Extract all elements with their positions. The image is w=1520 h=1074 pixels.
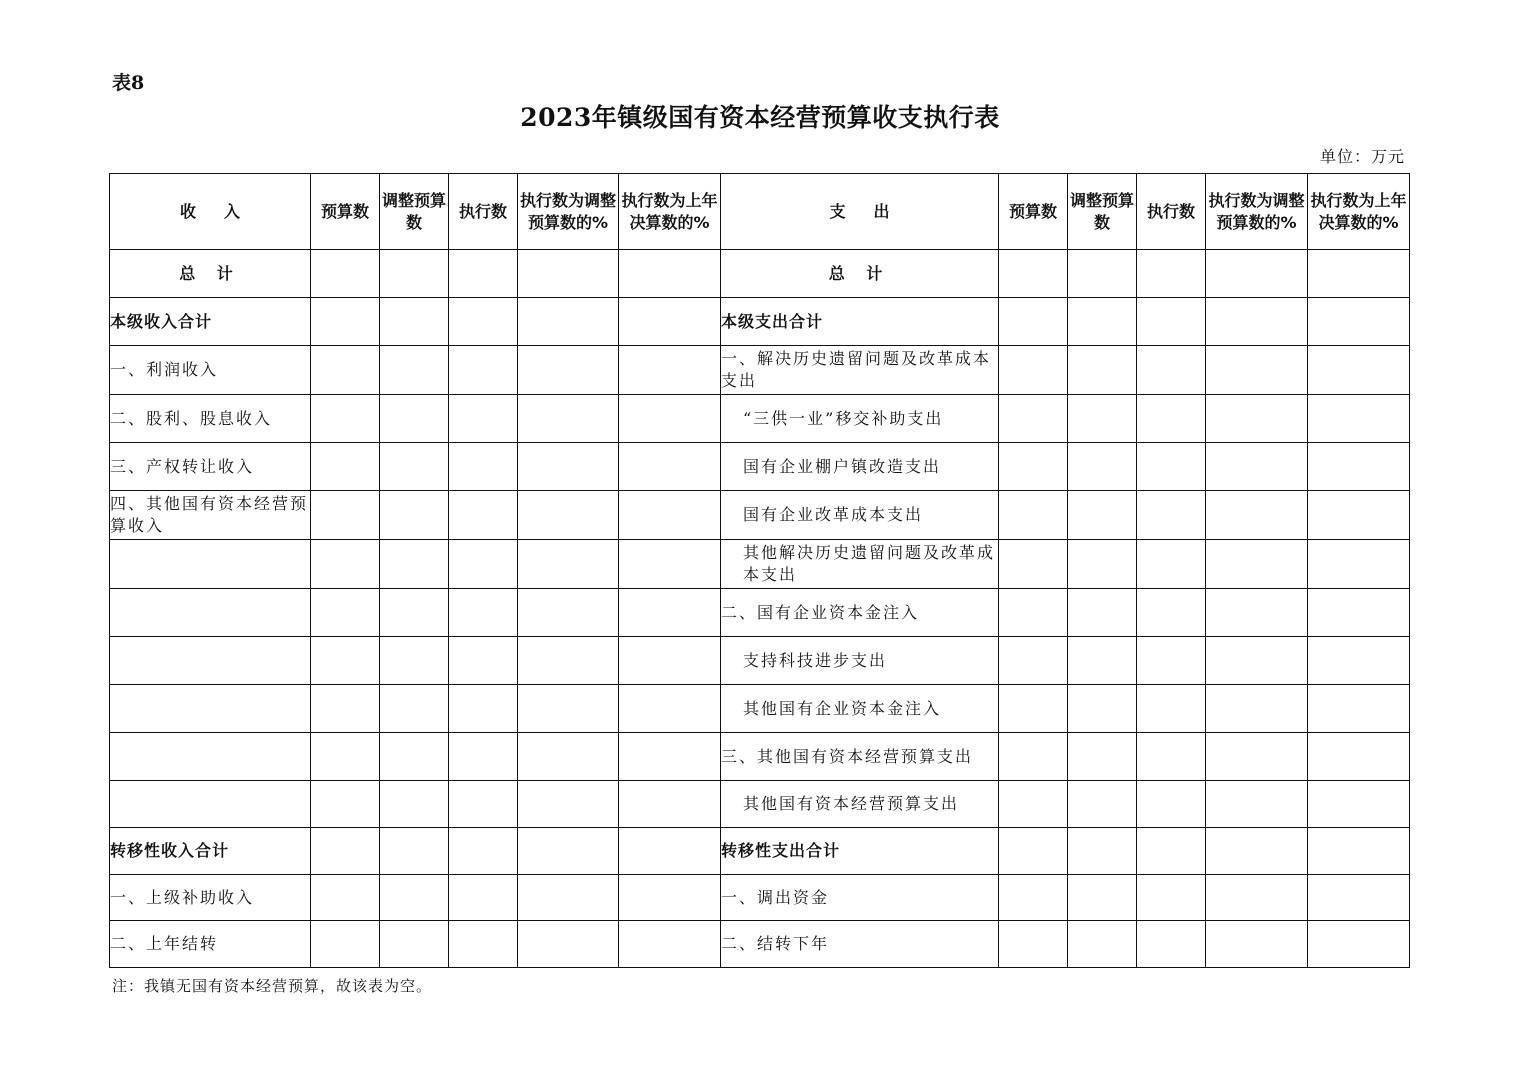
- expense-value-cell: [1068, 921, 1137, 968]
- income-value-cell: [619, 491, 721, 540]
- income-value-cell: [449, 875, 518, 921]
- expense-value-cell: [1137, 540, 1206, 589]
- income-value-cell: [619, 828, 721, 875]
- income-value-cell: [311, 733, 380, 781]
- income-value-cell: [619, 346, 721, 395]
- income-value-cell: [518, 540, 619, 589]
- expense-item-cell: 三、其他国有资本经营预算支出: [721, 733, 999, 781]
- income-value-cell: [311, 875, 380, 921]
- income-executed-header: 执行数: [449, 174, 518, 250]
- expense-value-cell: [1308, 589, 1410, 637]
- expense-value-cell: [999, 685, 1068, 733]
- income-value-cell: [518, 395, 619, 443]
- table-row: [110, 443, 1410, 491]
- expense-value-cell: [1137, 589, 1206, 637]
- income-value-cell: [619, 875, 721, 921]
- expense-item-cell: 其他解决历史遗留问题及改革成本支出: [721, 540, 999, 589]
- income-pct-prev-header: 执行数为上年决算数的%: [619, 174, 721, 250]
- income-item-cell: 二、股利、股息收入: [110, 395, 311, 443]
- expense-item-cell: 二、国有企业资本金注入: [721, 589, 999, 637]
- expense-value-cell: [1137, 733, 1206, 781]
- income-value-cell: [311, 443, 380, 491]
- expense-value-cell: [1308, 921, 1410, 968]
- income-value-cell: [619, 921, 721, 968]
- income-item-cell: [110, 637, 311, 685]
- income-item-cell: 总 计: [110, 250, 311, 298]
- expense-value-cell: [1137, 828, 1206, 875]
- income-value-cell: [380, 589, 449, 637]
- expense-value-cell: [1068, 828, 1137, 875]
- expense-value-cell: [1068, 733, 1137, 781]
- expense-item-cell: 二、结转下年: [721, 921, 999, 968]
- expense-value-cell: [999, 637, 1068, 685]
- income-item-cell: 三、产权转让收入: [110, 443, 311, 491]
- expense-executed-header: 执行数: [1137, 174, 1206, 250]
- footnote: 注：我镇无国有资本经营预算，故该表为空。: [112, 977, 433, 995]
- income-value-cell: [311, 685, 380, 733]
- expense-value-cell: [999, 491, 1068, 540]
- expense-value-cell: [1206, 921, 1308, 968]
- expense-item-cell: 一、解决历史遗留问题及改革成本支出: [721, 346, 999, 395]
- table-row: [110, 589, 1410, 637]
- table-body: [110, 250, 1410, 968]
- income-value-cell: [619, 685, 721, 733]
- income-value-cell: [311, 589, 380, 637]
- income-value-cell: [380, 443, 449, 491]
- income-value-cell: [380, 395, 449, 443]
- expense-value-cell: [1206, 443, 1308, 491]
- income-value-cell: [380, 921, 449, 968]
- expense-value-cell: [1308, 875, 1410, 921]
- expense-value-cell: [1308, 685, 1410, 733]
- income-value-cell: [449, 491, 518, 540]
- table-row: [110, 685, 1410, 733]
- expense-value-cell: [1206, 685, 1308, 733]
- expense-value-cell: [1308, 443, 1410, 491]
- income-value-cell: [518, 875, 619, 921]
- expense-value-cell: [1137, 298, 1206, 346]
- expense-value-cell: [999, 921, 1068, 968]
- income-value-cell: [449, 685, 518, 733]
- income-budget-header: 预算数: [311, 174, 380, 250]
- income-value-cell: [311, 637, 380, 685]
- expense-value-cell: [1068, 781, 1137, 828]
- expense-value-cell: [1206, 589, 1308, 637]
- expense-value-cell: [999, 781, 1068, 828]
- expense-value-cell: [999, 875, 1068, 921]
- income-value-cell: [449, 250, 518, 298]
- income-item-cell: [110, 685, 311, 733]
- income-header: 收入: [110, 174, 311, 250]
- table-number: 表8: [112, 72, 145, 94]
- table-row: [110, 921, 1410, 968]
- expense-value-cell: [999, 540, 1068, 589]
- income-value-cell: [518, 828, 619, 875]
- expense-value-cell: [1068, 250, 1137, 298]
- income-value-cell: [619, 443, 721, 491]
- expense-item-cell: 转移性支出合计: [721, 828, 999, 875]
- expense-value-cell: [1206, 637, 1308, 685]
- expense-header: 支出: [721, 174, 999, 250]
- income-value-cell: [311, 250, 380, 298]
- income-value-cell: [380, 346, 449, 395]
- expense-item-cell: 支持科技进步支出: [721, 637, 999, 685]
- expense-pct-prev-header: 执行数为上年决算数的%: [1308, 174, 1410, 250]
- expense-value-cell: [999, 346, 1068, 395]
- income-value-cell: [380, 875, 449, 921]
- income-value-cell: [518, 346, 619, 395]
- income-value-cell: [619, 395, 721, 443]
- income-value-cell: [449, 443, 518, 491]
- income-value-cell: [518, 733, 619, 781]
- expense-value-cell: [1137, 685, 1206, 733]
- income-item-cell: 转移性收入合计: [110, 828, 311, 875]
- expense-value-cell: [1137, 491, 1206, 540]
- income-value-cell: [311, 491, 380, 540]
- income-value-cell: [380, 828, 449, 875]
- expense-value-cell: [1308, 491, 1410, 540]
- expense-value-cell: [1206, 828, 1308, 875]
- income-value-cell: [619, 298, 721, 346]
- expense-value-cell: [1137, 781, 1206, 828]
- expense-value-cell: [1206, 781, 1308, 828]
- income-value-cell: [518, 637, 619, 685]
- income-value-cell: [311, 395, 380, 443]
- expense-value-cell: [1068, 589, 1137, 637]
- expense-value-cell: [999, 298, 1068, 346]
- expense-value-cell: [1206, 875, 1308, 921]
- income-value-cell: [311, 298, 380, 346]
- table-row: [110, 540, 1410, 589]
- income-value-cell: [619, 589, 721, 637]
- expense-value-cell: [1137, 346, 1206, 395]
- expense-value-cell: [1308, 637, 1410, 685]
- expense-value-cell: [1206, 250, 1308, 298]
- income-item-cell: [110, 733, 311, 781]
- income-value-cell: [380, 637, 449, 685]
- income-value-cell: [449, 781, 518, 828]
- expense-value-cell: [1308, 346, 1410, 395]
- expense-value-cell: [999, 443, 1068, 491]
- income-value-cell: [380, 733, 449, 781]
- expense-value-cell: [1068, 443, 1137, 491]
- expense-value-cell: [1206, 491, 1308, 540]
- expense-value-cell: [1206, 395, 1308, 443]
- document-title: 2023年镇级国有资本经营预算收支执行表: [520, 103, 1000, 132]
- table-row: [110, 828, 1410, 875]
- expense-value-cell: [1068, 395, 1137, 443]
- budget-execution-table: [109, 173, 1410, 968]
- income-value-cell: [619, 250, 721, 298]
- expense-adjusted-header: 调整预算数: [1068, 174, 1137, 250]
- income-value-cell: [449, 298, 518, 346]
- table-row: [110, 298, 1410, 346]
- expense-value-cell: [999, 589, 1068, 637]
- expense-value-cell: [1206, 298, 1308, 346]
- table-row: [110, 491, 1410, 540]
- income-value-cell: [380, 491, 449, 540]
- income-pct-adjusted-header: 执行数为调整预算数的%: [518, 174, 619, 250]
- expense-value-cell: [1308, 828, 1410, 875]
- income-value-cell: [449, 637, 518, 685]
- income-value-cell: [449, 346, 518, 395]
- expense-value-cell: [1068, 685, 1137, 733]
- expense-value-cell: [999, 250, 1068, 298]
- expense-value-cell: [999, 395, 1068, 443]
- income-value-cell: [449, 921, 518, 968]
- table-row: [110, 875, 1410, 921]
- expense-value-cell: [1308, 298, 1410, 346]
- expense-value-cell: [1068, 298, 1137, 346]
- income-adjusted-header: 调整预算数: [380, 174, 449, 250]
- expense-value-cell: [1206, 346, 1308, 395]
- income-value-cell: [380, 781, 449, 828]
- expense-value-cell: [1308, 250, 1410, 298]
- expense-item-cell: 总 计: [721, 250, 999, 298]
- expense-value-cell: [1068, 346, 1137, 395]
- expense-value-cell: [1068, 540, 1137, 589]
- table-row: [110, 250, 1410, 298]
- income-item-cell: [110, 781, 311, 828]
- expense-value-cell: [1068, 491, 1137, 540]
- income-value-cell: [449, 540, 518, 589]
- income-value-cell: [619, 781, 721, 828]
- income-value-cell: [449, 733, 518, 781]
- income-item-cell: 本级收入合计: [110, 298, 311, 346]
- table-row: [110, 733, 1410, 781]
- expense-value-cell: [1137, 250, 1206, 298]
- table-row: [110, 346, 1410, 395]
- income-value-cell: [380, 298, 449, 346]
- income-value-cell: [518, 491, 619, 540]
- income-value-cell: [518, 781, 619, 828]
- expense-item-cell: 国有企业棚户镇改造支出: [721, 443, 999, 491]
- income-item-cell: [110, 589, 311, 637]
- income-item-cell: 一、上级补助收入: [110, 875, 311, 921]
- income-value-cell: [311, 828, 380, 875]
- income-value-cell: [380, 250, 449, 298]
- income-item-cell: 二、上年结转: [110, 921, 311, 968]
- expense-item-cell: 本级支出合计: [721, 298, 999, 346]
- income-value-cell: [518, 443, 619, 491]
- expense-item-cell: 其他国有企业资本金注入: [721, 685, 999, 733]
- header-row: [110, 174, 1410, 250]
- expense-value-cell: [1308, 395, 1410, 443]
- expense-value-cell: [1206, 540, 1308, 589]
- expense-budget-header: 预算数: [999, 174, 1068, 250]
- income-item-cell: 四、其他国有资本经营预算收入: [110, 491, 311, 540]
- unit-label: 单位：万元: [1319, 147, 1405, 166]
- table-row: [110, 395, 1410, 443]
- income-value-cell: [449, 828, 518, 875]
- income-value-cell: [311, 781, 380, 828]
- income-value-cell: [518, 589, 619, 637]
- income-value-cell: [311, 346, 380, 395]
- income-value-cell: [380, 685, 449, 733]
- income-value-cell: [518, 921, 619, 968]
- income-value-cell: [518, 250, 619, 298]
- income-item-cell: [110, 540, 311, 589]
- income-value-cell: [619, 540, 721, 589]
- expense-value-cell: [1137, 875, 1206, 921]
- income-item-cell: 一、利润收入: [110, 346, 311, 395]
- expense-value-cell: [1137, 395, 1206, 443]
- expense-value-cell: [1308, 781, 1410, 828]
- expense-value-cell: [1137, 921, 1206, 968]
- expense-value-cell: [1068, 875, 1137, 921]
- expense-item-cell: “三供一业”移交补助支出: [721, 395, 999, 443]
- expense-value-cell: [999, 828, 1068, 875]
- expense-pct-adjusted-header: 执行数为调整预算数的%: [1206, 174, 1308, 250]
- expense-item-cell: 国有企业改革成本支出: [721, 491, 999, 540]
- expense-value-cell: [1206, 733, 1308, 781]
- expense-value-cell: [1137, 443, 1206, 491]
- income-value-cell: [619, 637, 721, 685]
- expense-item-cell: 一、调出资金: [721, 875, 999, 921]
- income-value-cell: [449, 395, 518, 443]
- income-value-cell: [518, 685, 619, 733]
- expense-value-cell: [999, 733, 1068, 781]
- income-value-cell: [619, 733, 721, 781]
- income-value-cell: [380, 540, 449, 589]
- table-row: [110, 781, 1410, 828]
- table-row: [110, 637, 1410, 685]
- income-value-cell: [518, 298, 619, 346]
- income-value-cell: [449, 589, 518, 637]
- expense-value-cell: [1068, 637, 1137, 685]
- income-value-cell: [311, 921, 380, 968]
- expense-value-cell: [1308, 540, 1410, 589]
- expense-item-cell: 其他国有资本经营预算支出: [721, 781, 999, 828]
- expense-value-cell: [1308, 733, 1410, 781]
- income-value-cell: [311, 540, 380, 589]
- expense-value-cell: [1137, 637, 1206, 685]
